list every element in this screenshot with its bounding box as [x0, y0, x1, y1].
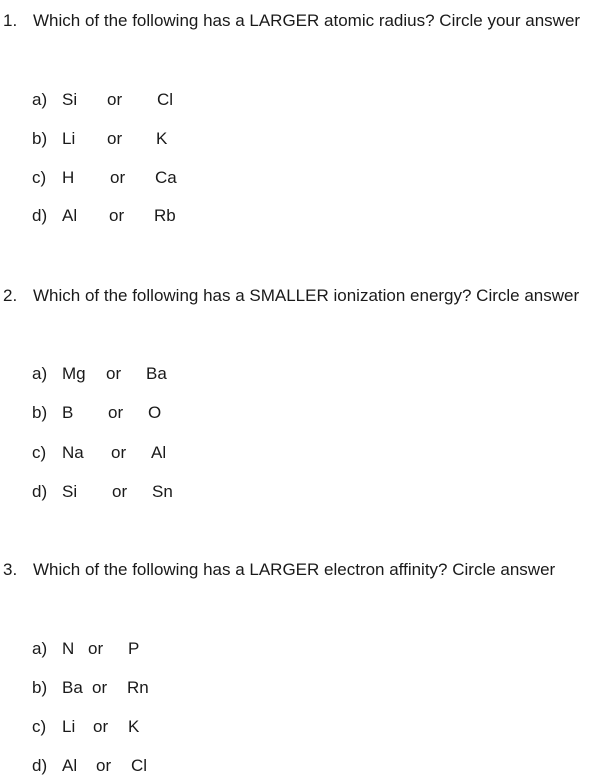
option-second-element[interactable]: Rb — [154, 206, 176, 225]
option-or: or — [96, 756, 112, 775]
option-first-element[interactable]: Li — [62, 717, 76, 736]
option-first-element[interactable]: Li — [62, 129, 76, 148]
option-letter: d) — [32, 756, 48, 775]
option-first-element[interactable]: Ba — [62, 678, 83, 697]
option-second-element[interactable]: Rn — [127, 678, 149, 697]
option-or: or — [107, 90, 123, 109]
option-letter: a) — [32, 364, 48, 383]
option-second-element[interactable]: Al — [151, 443, 167, 462]
option-second-element[interactable]: Ca — [155, 168, 177, 187]
option-first-element[interactable]: B — [62, 403, 74, 422]
option-first-element[interactable]: Si — [62, 482, 78, 501]
option-letter: d) — [32, 206, 48, 225]
option-letter: a) — [32, 90, 48, 109]
question-number: 2. — [3, 286, 18, 305]
option-or: or — [112, 482, 128, 501]
option-or: or — [109, 206, 125, 225]
option-second-element[interactable]: K — [156, 129, 168, 148]
option-first-element[interactable]: N — [62, 639, 75, 658]
option-letter: c) — [32, 717, 47, 736]
option-letter: d) — [32, 482, 48, 501]
question-number: 3. — [3, 560, 18, 579]
option-first-element[interactable]: Al — [62, 206, 78, 225]
option-second-element[interactable]: P — [128, 639, 140, 658]
option-or: or — [92, 678, 108, 697]
option-second-element[interactable]: Ba — [146, 364, 167, 383]
option-second-element[interactable]: K — [128, 717, 140, 736]
option-first-element[interactable]: Al — [62, 756, 78, 775]
option-letter: b) — [32, 129, 48, 148]
option-letter: c) — [32, 443, 47, 462]
question-number: 1. — [3, 11, 18, 30]
option-second-element[interactable]: Sn — [152, 482, 173, 501]
question-text: Which of the following has a LARGER atomic radius? Circle your answer — [33, 11, 581, 30]
option-second-element[interactable]: O — [148, 403, 162, 422]
option-or: or — [110, 168, 126, 187]
option-second-element[interactable]: Cl — [131, 756, 148, 775]
option-or: or — [108, 403, 124, 422]
option-letter: b) — [32, 678, 48, 697]
question-text: Which of the following has a LARGER electron affinity? Circle answer — [33, 560, 556, 579]
option-or: or — [111, 443, 127, 462]
option-letter: b) — [32, 403, 48, 422]
option-first-element[interactable]: H — [62, 168, 75, 187]
option-letter: c) — [32, 168, 47, 187]
option-first-element[interactable]: Si — [62, 90, 78, 109]
option-letter: a) — [32, 639, 48, 658]
option-first-element[interactable]: Na — [62, 443, 84, 462]
option-or: or — [106, 364, 122, 383]
option-second-element[interactable]: Cl — [157, 90, 174, 109]
option-first-element[interactable]: Mg — [62, 364, 86, 383]
option-or: or — [88, 639, 104, 658]
option-or: or — [93, 717, 109, 736]
question-text: Which of the following has a SMALLER ionization energy? Circle answer — [33, 286, 580, 305]
option-or: or — [107, 129, 123, 148]
